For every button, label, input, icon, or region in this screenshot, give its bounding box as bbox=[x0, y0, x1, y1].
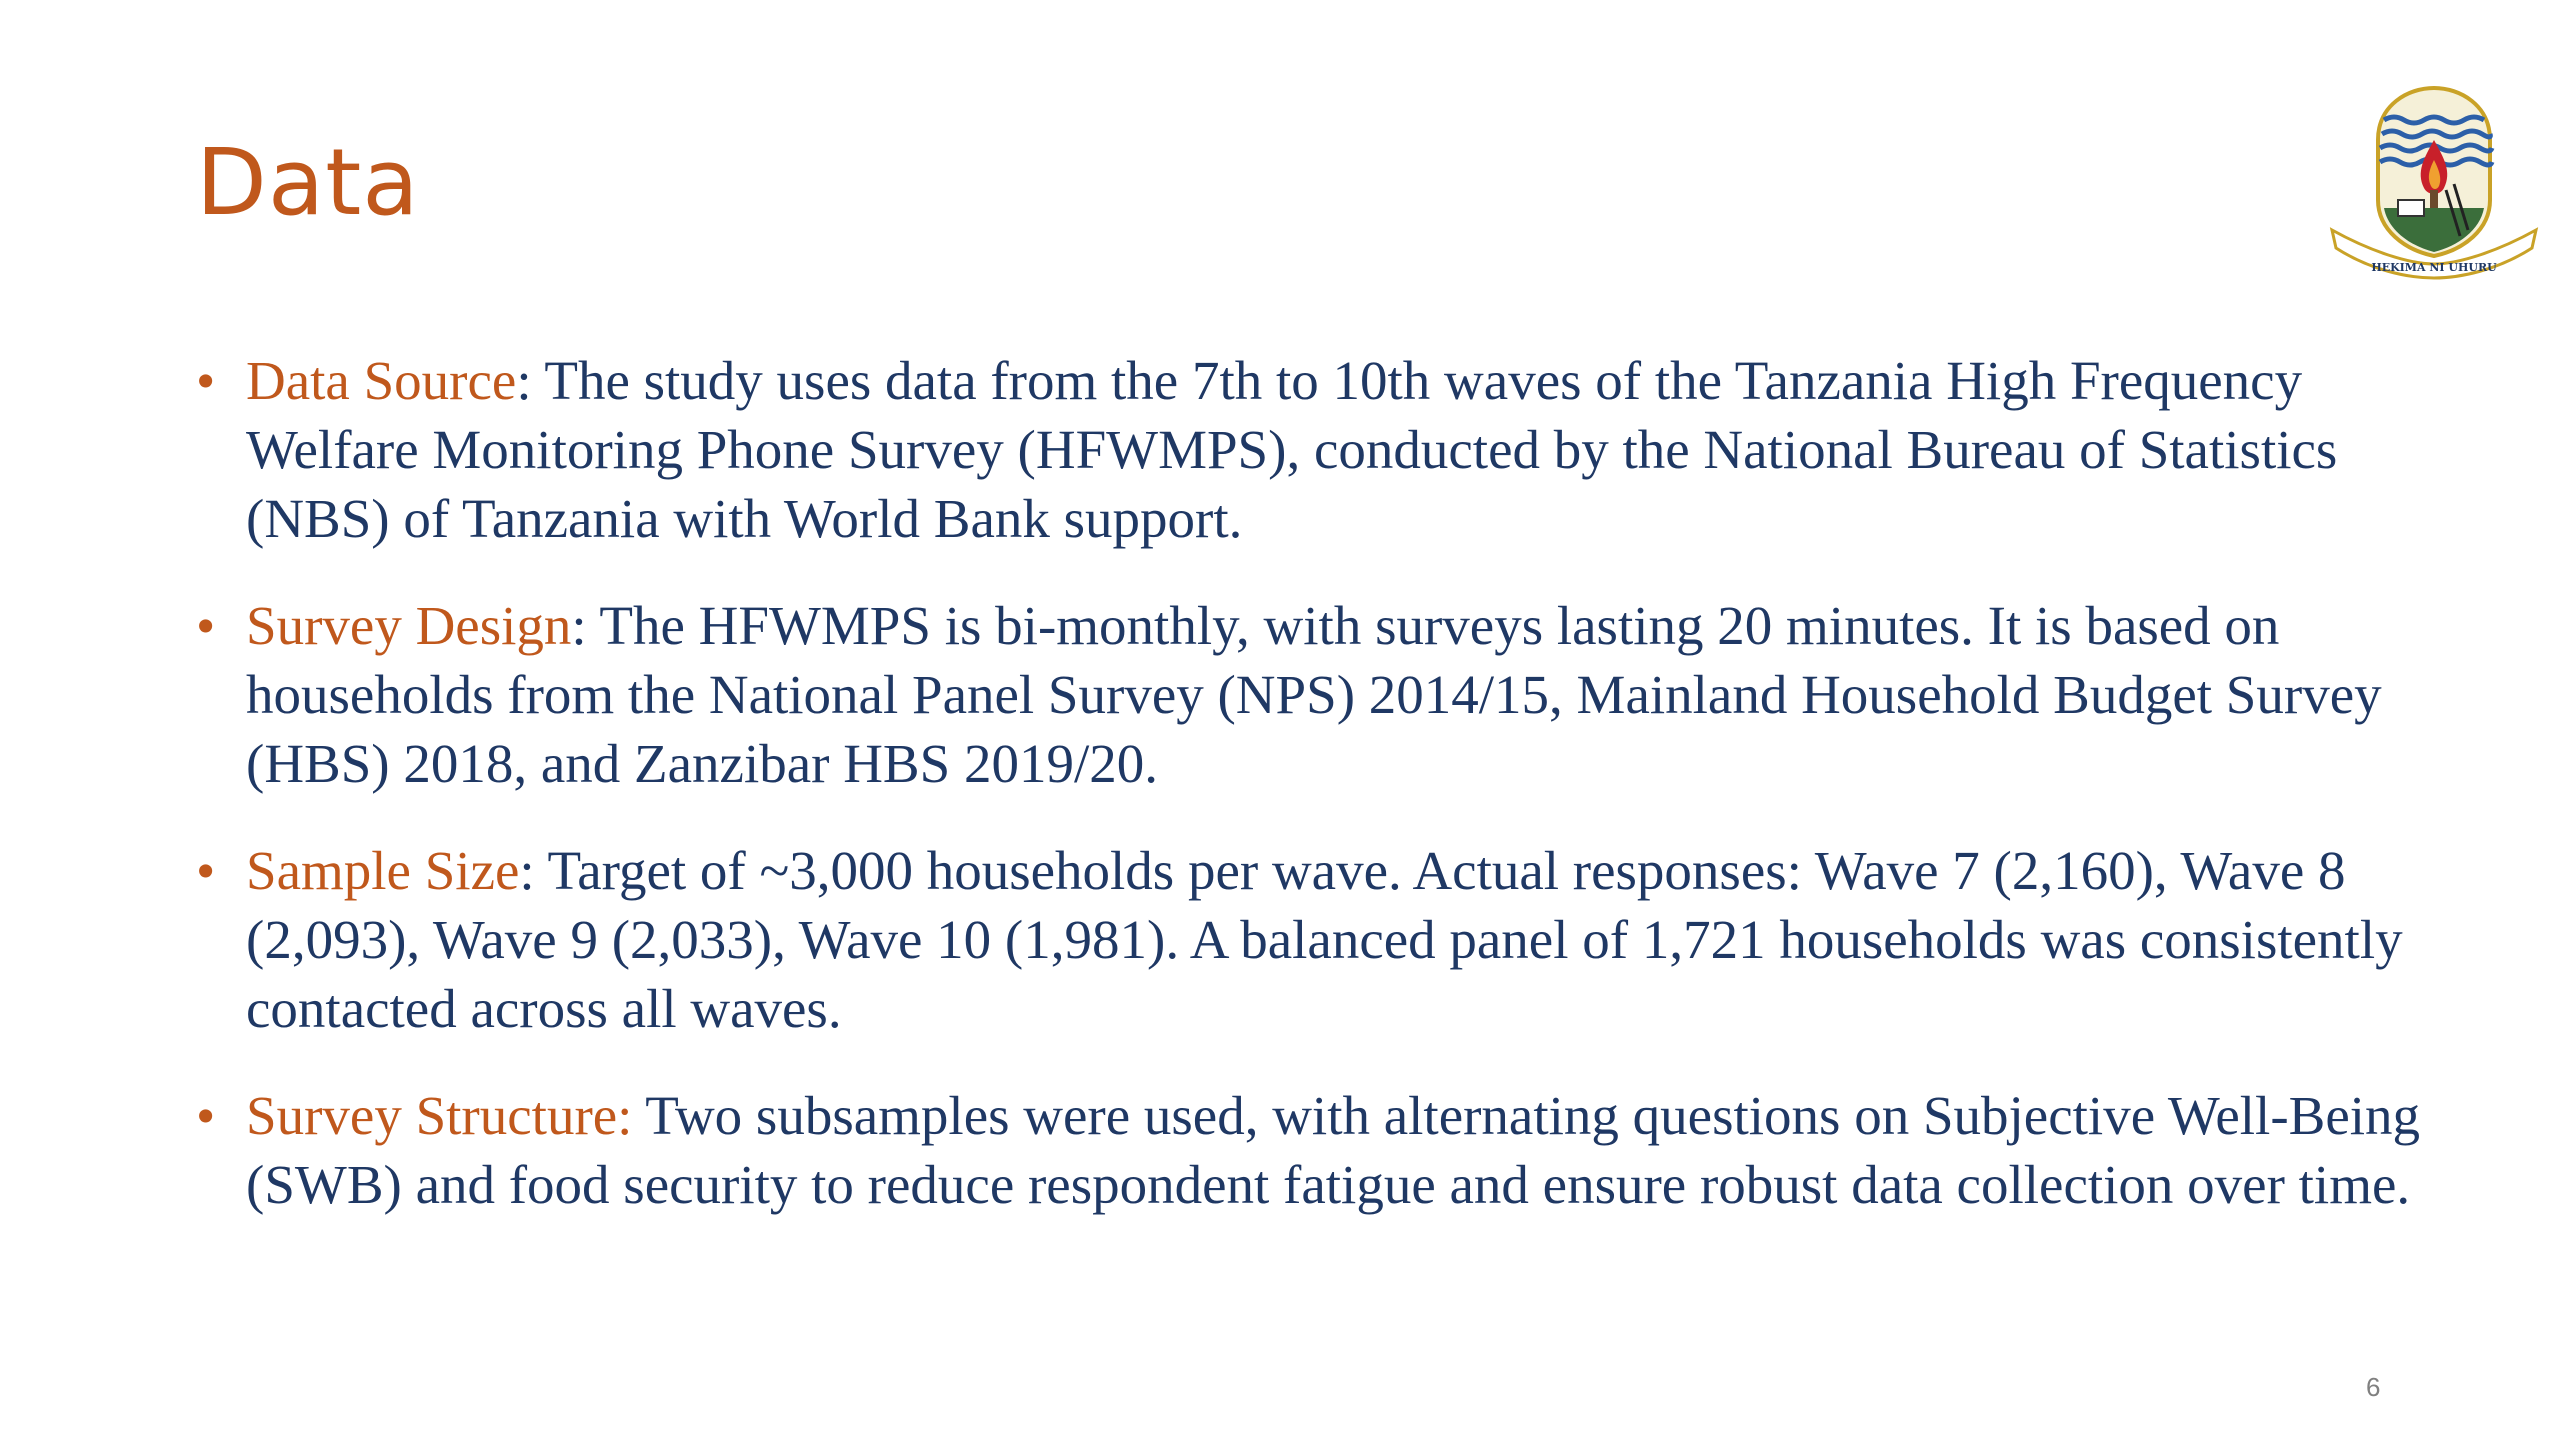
bullet-text: : The HFWMPS is bi-monthly, with surveys lasting 20 minutes. It is based on households from the National Panel Survey (NPS) 2014/15, Mainland Household Budget Survey (HBS) 2018, and Zanzibar HBS 2019/20. bbox=[246, 595, 2382, 794]
bullet-list bbox=[196, 346, 2426, 1257]
page-number: 6 bbox=[2366, 1372, 2381, 1402]
university-crest-logo bbox=[2328, 80, 2540, 280]
bullet-text: : The study uses data from the 7th to 10th waves of the Tanzania High Frequency Welfare Monitoring Phone Survey (HFWMPS), conducted by the National Bureau of Statistics (NBS) of Tanzania with World Bank support. bbox=[246, 350, 2338, 549]
bullet-sample-size bbox=[196, 836, 2426, 1043]
bullet-text: : Target of ~3,000 households per wave. Actual responses: Wave 7 (2,160), Wave 8 (2,093), Wave 9 (2,033), Wave 10 (1,981). A balanced panel of 1,721 households was consistently contacted across all waves. bbox=[246, 840, 2403, 1039]
logo-motto: HEKIMA NI UHURU bbox=[2371, 261, 2497, 274]
bullet-label: Data Source bbox=[246, 350, 517, 411]
bullet-dot-icon: • bbox=[196, 350, 216, 411]
bullet-dot-icon: • bbox=[196, 595, 216, 656]
bullet-label: Survey Structure: bbox=[246, 1085, 633, 1146]
bullet-label: Sample Size bbox=[246, 840, 520, 901]
bullet-survey-structure bbox=[196, 1081, 2426, 1219]
bullet-dot-icon: • bbox=[196, 840, 216, 901]
bullet-label: Survey Design bbox=[246, 595, 572, 656]
bullet-data-source bbox=[196, 346, 2426, 553]
bullet-dot-icon: • bbox=[196, 1085, 216, 1146]
slide-title: Data bbox=[196, 129, 420, 236]
bullet-text: Two subsamples were used, with alternating questions on Subjective Well-Being (SWB) and food security to reduce respondent fatigue and ensure robust data collection over time. bbox=[246, 1085, 2421, 1215]
bullet-survey-design bbox=[196, 591, 2426, 798]
